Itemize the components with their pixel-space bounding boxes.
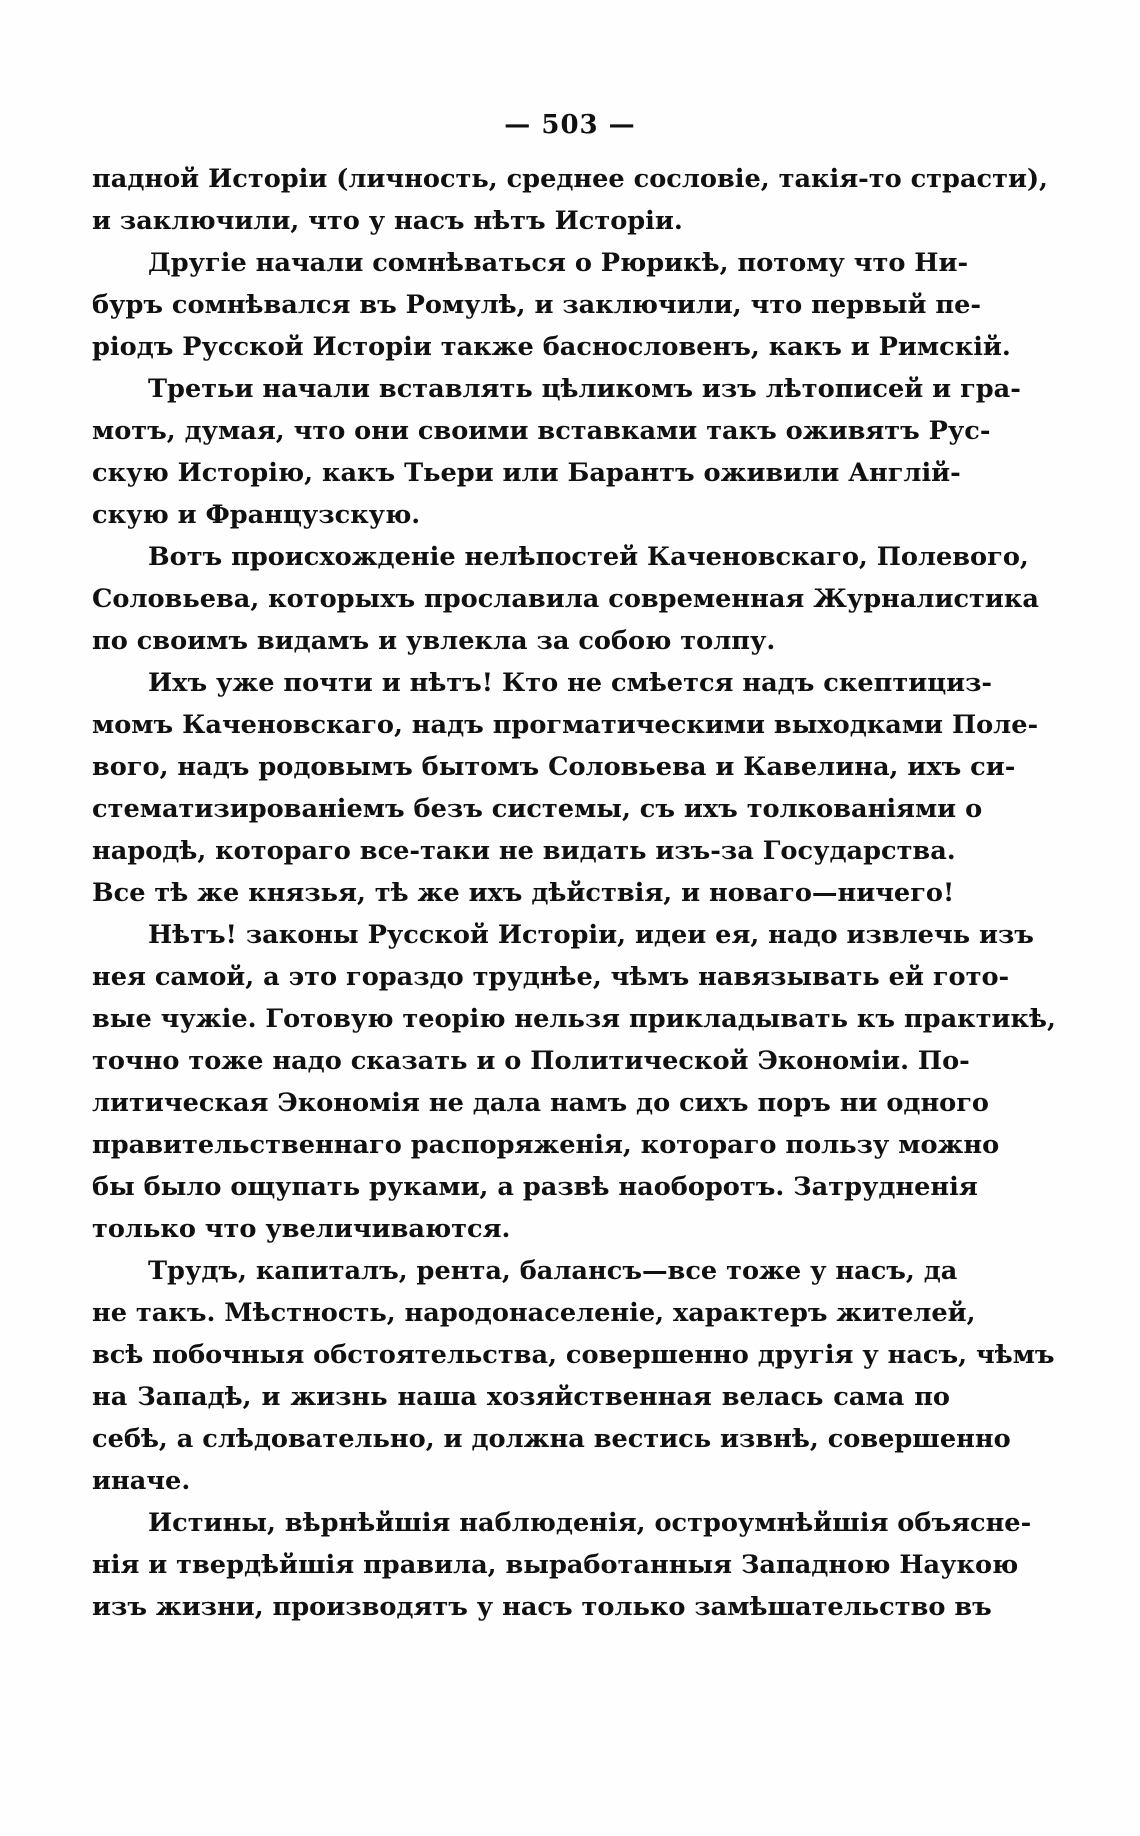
text-line: на Западѣ, и жизнь наша хозяйственная велась сама по: [92, 1382, 950, 1412]
text-line: всѣ побочныя обстоятельства, совершенно другія у насъ, чѣмъ: [92, 1340, 1055, 1370]
paragraph: [92, 1250, 1055, 1502]
text-line: Трудъ, капиталъ, рента, балансъ—все тоже у насъ, да: [148, 1256, 958, 1286]
text-line: только что увеличиваются.: [92, 1214, 511, 1244]
paragraph: [92, 368, 1021, 536]
paragraph: [92, 242, 1011, 368]
paragraph: [92, 662, 1039, 914]
text-line: Нѣтъ! законы Русской Исторіи, идеи ея, надо извлечь изъ: [148, 920, 1034, 950]
paragraph: [92, 536, 1039, 662]
paragraph: [92, 1502, 1032, 1628]
text-line: Все тѣ же князья, тѣ же ихъ дѣйствія, и новаго—ничего!: [92, 878, 955, 908]
text-line: изъ жизни, производятъ у насъ только замѣшательство въ: [92, 1592, 992, 1622]
text-line: иначе.: [92, 1466, 191, 1496]
text-line: себѣ, а слѣдовательно, и должна вестись извнѣ, совершенно: [92, 1424, 1011, 1454]
text-line: мотъ, думая, что они своими вставками такъ оживятъ Рус-: [92, 416, 991, 446]
text-line: Истины, вѣрнѣйшія наблюденія, остроумнѣйшія объясне-: [148, 1508, 1032, 1538]
text-line: стематизированіемъ безъ системы, съ ихъ толкованіями о: [92, 794, 983, 824]
text-line: бы было ощупать руками, а развѣ наоборотъ. Затрудненія: [92, 1172, 978, 1202]
text-line: литическая Экономія не дала намъ до сихъ поръ ни одного: [92, 1088, 990, 1118]
text-line: не такъ. Мѣстность, народонаселеніе, характеръ жителей,: [92, 1298, 976, 1328]
page-number: — 503 —: [504, 110, 636, 140]
body-text: [92, 158, 1056, 1628]
text-line: правительственнаго распоряженія, котораго пользу можно: [92, 1130, 1000, 1160]
text-line: Ихъ уже почти и нѣтъ! Кто не смѣется надъ скептициз-: [148, 668, 993, 698]
paragraph: [92, 914, 1056, 1250]
paragraph: [92, 158, 1048, 242]
text-line: и заключили, что у насъ нѣтъ Исторіи.: [92, 206, 683, 236]
text-line: Третьи начали вставлять цѣликомъ изъ лѣтописей и гра-: [148, 374, 1021, 404]
text-line: скую Исторію, какъ Тьери или Барантъ оживили Англій-: [92, 458, 961, 488]
text-line: вые чужіе. Готовую теорію нельзя прикладывать къ практикѣ,: [92, 1004, 1056, 1034]
text-line: Вотъ происхожденіе нелѣпостей Каченовскаго, Полевого,: [148, 542, 1029, 572]
text-line: точно тоже надо сказать и о Политической Экономіи. По-: [92, 1046, 970, 1076]
text-line: нія и твердѣйшія правила, выработанныя Западною Наукою: [92, 1550, 1019, 1580]
text-line: Другіе начали сомнѣваться о Рюрикѣ, потому что Ни-: [148, 248, 969, 278]
text-line: буръ сомнѣвался въ Ромулѣ, и заключили, что первый пе-: [92, 290, 982, 320]
text-line: народѣ, котораго все-таки не видать изъ-за Государства.: [92, 836, 956, 866]
text-line: момъ Каченовскаго, надъ прогматическими выходками Поле-: [92, 710, 1039, 740]
text-line: вого, надъ родовымъ бытомъ Соловьева и Кавелина, ихъ си-: [92, 752, 1016, 782]
text-line: по своимъ видамъ и увлекла за собою толпу.: [92, 626, 776, 656]
text-line: Соловьева, которыхъ прославила современная Журналистика: [92, 584, 1039, 614]
text-line: нея самой, а это гораздо труднѣе, чѣмъ навязывать ей гото-: [92, 962, 1010, 992]
text-line: падной Исторіи (личность, среднее сословіе, такія-то страсти),: [92, 164, 1048, 194]
text-line: скую и Французскую.: [92, 500, 421, 530]
text-line: ріодъ Русской Исторіи также баснословенъ, какъ и Римскій.: [92, 332, 1011, 362]
